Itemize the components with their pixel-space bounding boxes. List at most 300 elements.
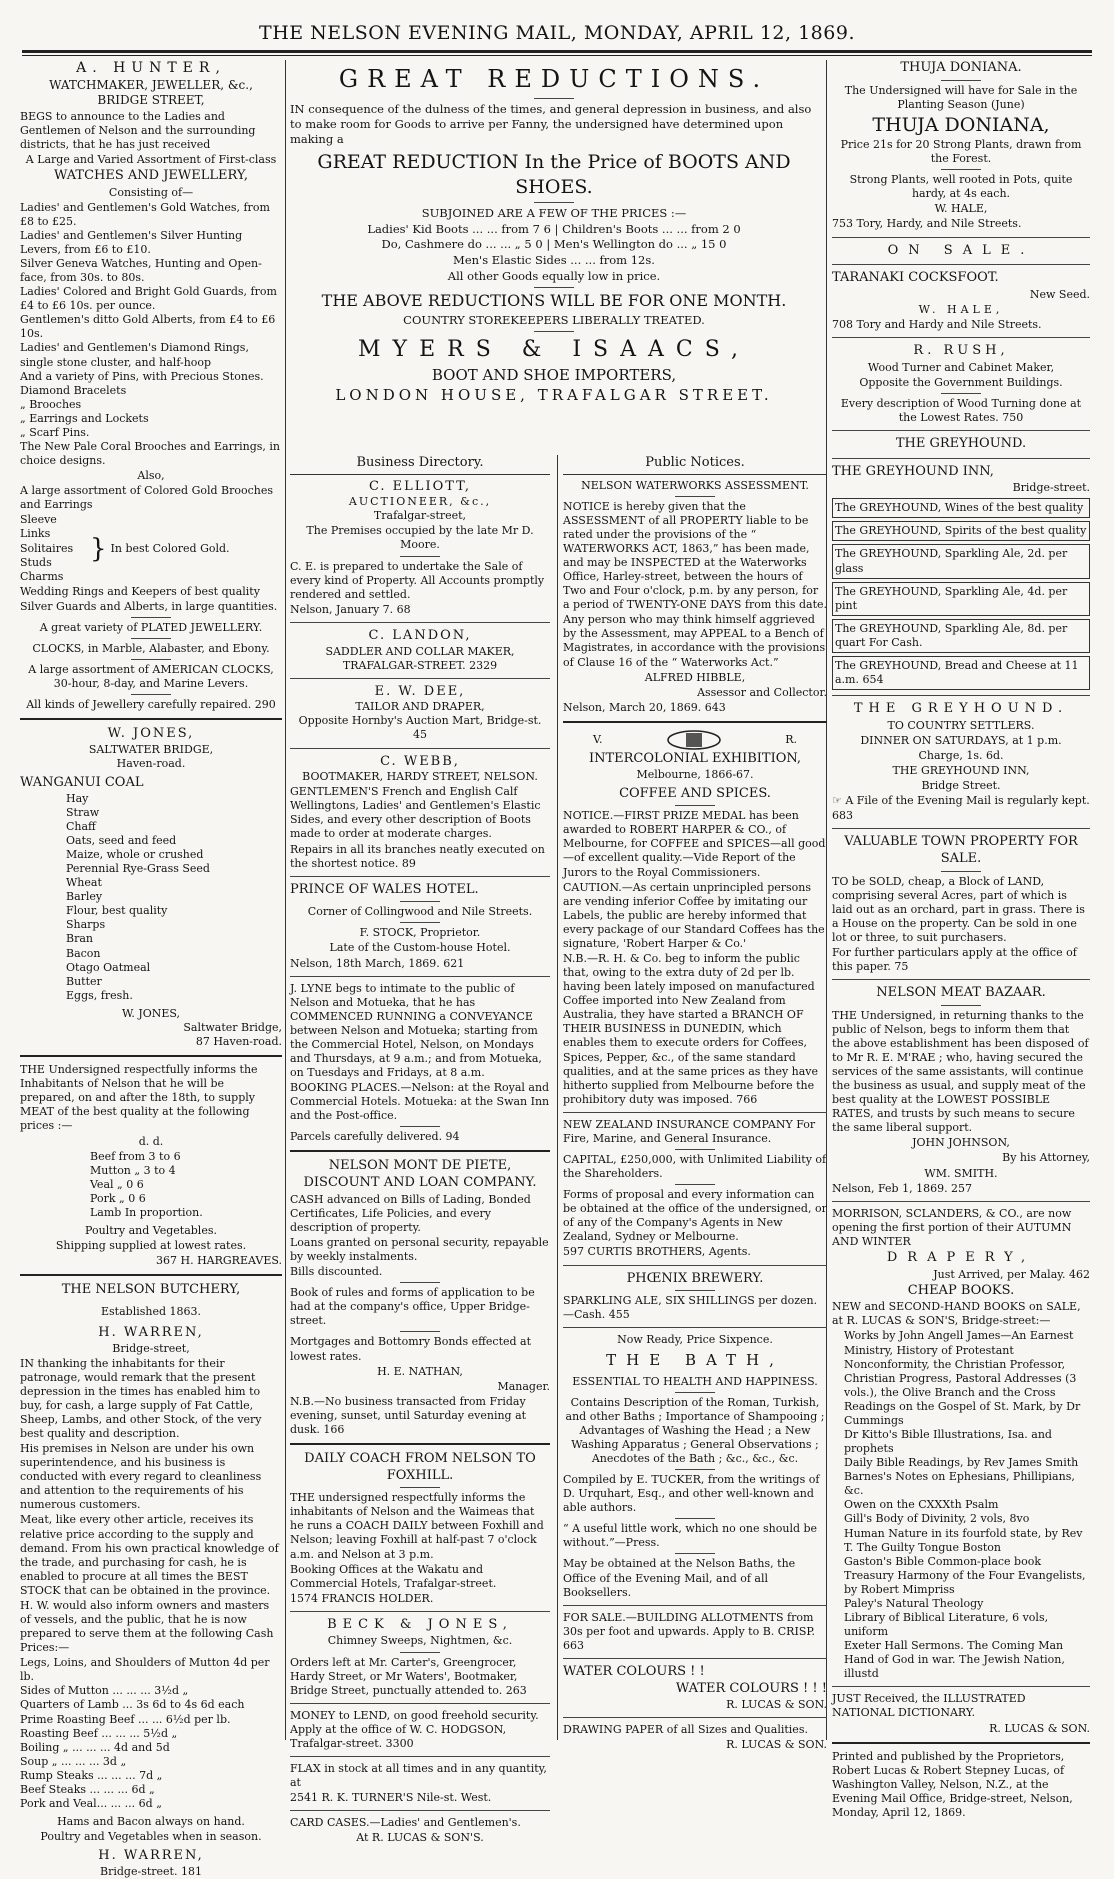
greyhound-2-dinner: DINNER ON SATURDAYS, at 1 p.m. [860, 733, 1062, 747]
money-to-lend: MONEY to LEND, on good freehold security. Apply at the office of W. C. HODGSON, Trafalgar-street. 3300 [290, 1708, 539, 1750]
greyhound-inn: THE GREYHOUND INN, [832, 463, 994, 479]
list-item: Oats, seed and feed [66, 833, 177, 847]
jones-signature-place: Saltwater Bridge, [183, 1020, 282, 1034]
list-item: Ladies' and Gentlemen's Gold Watches, from £8 to £25. [20, 200, 270, 228]
hale-signature: W. HALE, [918, 302, 1004, 316]
webb-name: C. WEBB, [380, 753, 460, 769]
banner-firm: MYERS & ISAACS, [358, 336, 750, 362]
list-item: Hay [66, 791, 89, 805]
coffee-text: NOTICE.—FIRST PRIZE MEDAL has been awarded to ROBERT HARPER & CO., of Melbourne, for COFFEE and SPICES—all good—of excellent quality.—Vide Report of the Jurors to the Royal Commissioners. [563, 809, 826, 879]
elliott-trade: AUCTIONEER, &c., [348, 495, 492, 509]
hunter-name: A. HUNTER, [76, 60, 226, 76]
hargreaves-prices [20, 1150, 282, 1220]
prince-of-wales-title: PRINCE OF WALES HOTEL. [290, 881, 479, 897]
short-rule [131, 638, 171, 639]
list-item: The GREYHOUND, Wines of the best quality [832, 498, 1090, 518]
water-colours-signature: R. LUCAS & SON. [726, 1698, 827, 1712]
ad-separator [563, 1327, 827, 1328]
ad-separator [832, 264, 1090, 265]
ad-separator [832, 828, 1090, 829]
bath-sub: ESSENTIAL TO HEALTH AND HAPPINESS. [572, 1374, 818, 1388]
butchery-hams: Hams and Bacon always on hand. [57, 1815, 245, 1829]
bath-title: THE BATH, [606, 1351, 784, 1370]
coffee-nb: N.B.—R. H. & Co. beg to inform the public that, owing to the extra duty of 2d per lb. having been lately imposed on manufactured Coffee imported into New Zealand from Australia, they have started a BRANCH OF THEIR BUSINESS in DUNEDIN, which enables them to execute orders for Coffees, Spices, Pepper, &c., of the same standard qualities, and at the same prices as they have hitherto supplied from Melbourne before the prohibitory duty was imposed. 766 [563, 951, 819, 1106]
waterworks-text: NOTICE is hereby given that the ASSESSMENT of all PROPERTY liable to be rated under the provisions of the “ WATERWORKS ACT, 1863,” has been made, and may be INSPECTED at the Waterworks Office, Harley-street, between the hours of Two and Four o'clock, p.m. by any person, for a period of TWENTY-ONE DAYS from this date. [563, 499, 827, 612]
price-row: Soup „ ... ... ... 3d „ [20, 1754, 127, 1768]
hunter-items-list [20, 201, 282, 468]
mont-de-piete-loans: Loans granted on personal security, repayable by weekly instalments. [290, 1235, 549, 1264]
morrison-arrived: Just Arrived, per Malay. 462 [933, 1267, 1090, 1281]
elliott-signature: Nelson, January 7. 68 [290, 602, 411, 616]
card-cases-text: CARD CASES.—Ladies' and Gentlemen's. [290, 1816, 521, 1830]
rush-text: Every description of Wood Turning done at the Lowest Rates. 750 [840, 396, 1082, 424]
short-rule [675, 1149, 715, 1150]
hunter-american: A large assortment of AMERICAN CLOCKS, 30-hour, 8-day, and Marine Levers. [28, 663, 274, 691]
brace-glyph: } [90, 533, 107, 564]
short-rule [675, 1518, 715, 1519]
short-rule [131, 694, 171, 695]
short-rule [534, 202, 574, 203]
town-property-more: For further particulars apply at the office of this paper. 75 [832, 945, 1077, 973]
lyne-parcels: Parcels carefully delivered. 94 [290, 1130, 460, 1144]
hunter-assortment: A Large and Varied Assortment of First-class [25, 152, 277, 166]
masthead-rule-thin [22, 55, 1092, 56]
meat-bazaar-date: Nelson, Feb 1, 1869. 257 [832, 1181, 973, 1195]
list-item: Otago Oatmeal [66, 960, 151, 974]
short-rule [131, 659, 171, 660]
butchery-para-4: H. W. would also inform owners and masters of vessels, and the public, that he is now prepared to serve them at the following Cash Prices:— [20, 1598, 274, 1655]
ad-separator [832, 237, 1090, 238]
royal-arms-row [563, 729, 827, 751]
list-item: Owen on the CXXXth Psalm [844, 1498, 999, 1512]
butchery-street: Bridge-street, [112, 1341, 190, 1355]
price-row: Roasting Beef ... ... ... 5½d „ [20, 1726, 178, 1740]
banner-price-rows [290, 222, 818, 252]
thuja-signature: W. HALE, [934, 202, 988, 216]
column-4 [832, 60, 1090, 1821]
dee-trade: TAILOR AND DRAPER, [355, 700, 485, 714]
hunter-gold-label: In best Colored Gold. [110, 541, 230, 555]
coffee-caution: CAUTION.—As certain unprincipled persons are vending inferior Coffee by imitating our Labels, the public are hereby informed that every package of our Standard Coffees has the signature, 'Robert Harper & Co.' [563, 880, 825, 950]
mont-de-piete-text: CASH advanced on Bills of Lading, Bonded Certificates, Life Policies, and every description of property. [290, 1192, 531, 1234]
list-item: Gill's Body of Divinity, 2 vols, 8vo [844, 1512, 1030, 1526]
ad-separator [290, 1150, 550, 1152]
cheap-books-intro: NEW and SECOND-HAND BOOKS on SALE, at R. LUCAS & SON'S, Bridge-street:— [832, 1300, 1081, 1328]
jones-place: SALTWATER BRIDGE, [88, 742, 214, 756]
list-item: Butter [66, 974, 102, 988]
ad-separator [563, 1112, 827, 1113]
elliott-premises: The Premises occupied by the late Mr D. Moore. [306, 524, 534, 552]
flax-signature: 2541 R. K. TURNER'S Nile-st. West. [290, 1791, 492, 1805]
ad-separator [563, 721, 827, 723]
thuja-signature-address: 753 Tory, Hardy, and Nile Streets. [832, 217, 1022, 231]
short-rule [675, 1290, 715, 1291]
pointing-hand-icon: ☞ [832, 794, 846, 808]
ad-separator [20, 1274, 282, 1276]
ad-separator [563, 1605, 827, 1606]
column-2 [290, 455, 550, 1846]
on-sale: ON SALE. [887, 242, 1035, 258]
list-item: Works by John Angell James—An Earnest Ministry, History of Protestant Nonconformity, the Christian Professor, Christian Progress, Pastoral Addresses (3 vols.), the Olive Branch and the Cross [844, 1329, 1077, 1399]
column-3 [563, 455, 827, 1753]
price-row: Pork „ 0 6 [90, 1191, 146, 1205]
hargreaves-signature: 367 H. HARGREAVES. [155, 1254, 282, 1268]
jones-items-list [20, 792, 282, 1003]
ad-separator [290, 678, 550, 679]
greyhound-2-charge: Charge, 1s. 6d. [918, 748, 1004, 762]
short-rule [675, 1392, 715, 1393]
dictionary-signature: R. LUCAS & SON. [989, 1721, 1090, 1735]
banner-importers: BOOT AND SHOE IMPORTERS, [431, 366, 677, 385]
hunter-trade: WATCHMAKER, JEWELLER, &c., [49, 77, 253, 92]
list-item: Maize, whole or crushed [66, 848, 204, 862]
waterworks-signature: ALFRED HIBBLE, [644, 670, 746, 684]
price-row: Do, Cashmere do ... ... „ 5 0 | Men's Wellington do ... „ 15 0 [381, 237, 727, 252]
list-item: Diamond Bracelets [20, 383, 127, 397]
hunter-gold-items [20, 513, 90, 583]
dee-address: Opposite Hornby's Auction Mart, Bridge-st. 45 [298, 714, 542, 742]
imprint: Printed and published by the Proprietors, Robert Lucas & Robert Stepney Lucas, of Washington Valley, Nelson, N.Z., at the Evening Mail Office, Bridge-street, Nelson, Monday, April 12, 1869. [832, 1749, 1073, 1819]
dictionary-text: JUST Received, the ILLUSTRATED NATIONAL DICTIONARY. [832, 1692, 1026, 1720]
coach-text: THE undersigned respectfully informs the inhabitants of Nelson and the Waimeas that he runs a COACH DAILY between Foxhill and Nelson; leaving Foxhill at half-past 7 o'clock a.m. and Nelson at 3 p.m. [290, 1491, 544, 1561]
greyhound-2-file-text: A File of the Evening Mail is regularly kept. [845, 794, 1090, 808]
short-rule [400, 901, 440, 902]
thuja-price: Price 21s for 20 Strong Plants, drawn from the Forest. [840, 138, 1082, 166]
meat-bazaar-smith: WM. SMITH. [924, 1166, 998, 1180]
butchery-poultry: Poultry and Vegetables when in season. [40, 1830, 262, 1844]
short-rule [400, 1487, 440, 1488]
list-item: Readings on the Gospel of St. Mark, by Dr Cummings [844, 1399, 1081, 1427]
waterworks-title: NELSON WATERWORKS ASSESSMENT. [581, 478, 809, 492]
ad-separator [290, 1810, 550, 1811]
ad-separator [290, 622, 550, 623]
greyhound-2-number: 683 [832, 809, 853, 823]
jones-coal: WANGANUI COAL [20, 775, 144, 791]
coach-title: DAILY COACH FROM NELSON TO FOXHILL. [304, 1450, 536, 1483]
ad-separator [563, 1717, 827, 1718]
hargreaves-intro: THE Undersigned respectfully informs the Inhabitants of Nelson that he will be prepared, on and after the 18th, to supply MEAT of the best quality at the following prices :— [20, 1063, 258, 1133]
short-rule [534, 331, 574, 332]
thuja-plants: Strong Plants, well rooted in Pots, quite hardy, at 4s each. [849, 173, 1073, 201]
list-item: The GREYHOUND, Sparkling Ale, 8d. per quart For Cash. [832, 619, 1090, 653]
rush-trade: Wood Turner and Cabinet Maker, [867, 360, 1055, 374]
hunter-gold-group [20, 513, 282, 583]
prince-of-wales-corner: Corner of Collingwood and Nile Streets. [307, 905, 533, 919]
mont-de-piete-nb: N.B.—No business transacted from Friday evening, sunset, until Saturday evening at dusk. 166 [290, 1394, 527, 1436]
ad-separator [832, 1201, 1090, 1202]
ad-separator [832, 430, 1090, 431]
town-property-title: VALUABLE TOWN PROPERTY FOR SALE. [844, 834, 1078, 866]
bath-contents: Contains Description of the Roman, Turkish, and other Baths ; Importance of Shampooing ; Advantages of Washing the Head ; a New Washing Apparatus ; General Observations ; Anecdotes of the Bath ; &c., &c., &c. [565, 1395, 825, 1465]
ad-separator [290, 1756, 550, 1757]
short-rule [675, 805, 715, 806]
list-item: Daily Bible Readings, by Rev James Smith [844, 1456, 1079, 1470]
list-item: Ladies' and Gentlemen's Diamond Rings, single stone cluster, and half-hoop [20, 341, 249, 369]
mont-de-piete-manager: H. E. NATHAN, [377, 1364, 463, 1378]
public-notices-header: Public Notices. [563, 455, 827, 475]
price-row: Boiling „ ... ... ... 4d and 5d [20, 1740, 170, 1754]
hunter-clocks: CLOCKS, in Marble, Alabaster, and Ebony. [32, 641, 270, 655]
waterworks-appeal: Any person who may think himself aggrieved by the Assessment, may APPEAL to a Bench of Magistrates, in accordance with the provisions of Clause 16 of the “ Waterworks Act.” [563, 613, 826, 669]
masthead: THE NELSON EVENING MAIL, MONDAY, APRIL 12, 1869. [259, 22, 855, 44]
meat-bazaar-signature: JOHN JOHNSON, [912, 1136, 1010, 1150]
meat-bazaar-title: NELSON MEAT BAZAAR. [876, 985, 1046, 1001]
banner-title: GREAT REDUCTIONS. [338, 65, 770, 93]
list-item: Dr Kitto's Bible Illustrations, Isa. and prophets [844, 1427, 1052, 1456]
list-item: The GREYHOUND, Spirits of the best quality [832, 521, 1090, 541]
butchery-signature: H. WARREN, [98, 1848, 204, 1864]
water-colours-title: WATER COLOURS ! ! [563, 1663, 705, 1679]
short-rule [400, 922, 440, 923]
price-row: Sides of Mutton ... ... ... 3½d „ [20, 1684, 189, 1698]
ad-separator [563, 1658, 827, 1659]
list-item: Bran [66, 932, 93, 946]
hunter-plated: A great variety of PLATED JEWELLERY. [39, 620, 263, 634]
butchery-prices [20, 1656, 282, 1811]
short-rule [400, 1282, 440, 1283]
ad-separator [20, 718, 282, 720]
landon-trade: SADDLER AND COLLAR MAKER, [325, 644, 515, 658]
short-rule [675, 496, 715, 497]
lyne-booking: BOOKING PLACES.—Nelson: at the Royal and Commercial Hotels. Motueka: at the Swan Inn and the Post-office. [290, 1081, 550, 1123]
prince-of-wales-proprietor: F. STOCK, Proprietor. [359, 926, 481, 940]
mont-de-piete-bills: Bills discounted. [290, 1265, 383, 1279]
bath-obtain: May be obtained at the Nelson Baths, the Office of the Evening Mail, and of all Booksellers. [563, 1557, 796, 1599]
list-item: Bacon [66, 946, 101, 960]
ad-separator [832, 337, 1090, 338]
mont-de-piete-mortgage: Mortgages and Bottomry Bonds effected at lowest rates. [290, 1335, 532, 1363]
hunter-intro: BEGS to announce to the Ladies and Gentlemen of Nelson and the surrounding districts, that he has just received [20, 109, 256, 151]
morrison-text: MORRISON, SCLANDERS, & CO., are now opening the first portion of their AUTUMN AND WINTER [832, 1206, 1072, 1248]
list-item: The GREYHOUND, Sparkling Ale, 4d. per pint [832, 582, 1090, 616]
flax-text: FLAX in stock at all times and in any quantity, at [290, 1762, 547, 1790]
coach-signature: 1574 FRANCIS HOLDER. [290, 1591, 434, 1605]
price-row: Pork and Veal... ... ... 6d „ [20, 1797, 162, 1811]
list-item: Library of Biblical Literature, 6 vols, uniform [844, 1610, 1049, 1639]
butchery-para-3: Meat, like every other article, receives its relative price according to the supply and demand. From his own practical knowledge of the trade, and purchasing for cash, he is enabled to procure at all times the BEST STOCK that can be obtained in the province. [20, 1513, 279, 1597]
vr-left: V. [593, 732, 603, 746]
ad-separator [20, 1055, 282, 1057]
list-item: Exeter Hall Sermons. The Coming Man [844, 1639, 1064, 1653]
list-item: Barnes's Notes on Ephesians, Phillipians, &c. [844, 1470, 1075, 1498]
short-rule [941, 169, 981, 170]
business-directory-header: Business Directory. [290, 455, 550, 475]
list-item: Chaff [66, 819, 96, 833]
lyne-text: J. LYNE begs to intimate to the public of Nelson and Motueka, that he has COMMENCED RUNNING a CONVEYANCE between Nelson and Motueka; starting from the Commercial Hotel, Nelson, on Mondays and Thursdays, at 9 a.m.; and from Motueka, on Tuesdays and Fridays, at 8 a.m. [290, 981, 542, 1080]
list-item: And a variety of Pins, with Precious Stones. [20, 369, 264, 383]
waterworks-signature-title: Assessor and Collector. [697, 685, 827, 699]
ad-separator [832, 695, 1090, 696]
ad-separator [832, 458, 1090, 459]
beck-jones-text: Orders left at Mr. Carter's, Greengrocer, Hardy Street, or Mr Waters', Bootmaker, Bridge Street, punctually attended to. 263 [290, 1655, 527, 1697]
column-divider [557, 455, 558, 1740]
jones-name: W. JONES, [107, 726, 195, 742]
banner-headline: GREAT REDUCTION In the Price of BOOTS AND SHOES. [317, 151, 791, 198]
mont-de-piete-manager-title: Manager. [497, 1379, 550, 1393]
greyhound-2-file [832, 794, 1090, 808]
jones-signature-road: 87 Haven-road. [195, 1035, 282, 1049]
short-rule [941, 80, 981, 81]
building-allotments: FOR SALE.—BUILDING ALLOTMENTS from 30s per foot and upwards. Apply to B. CRISP. 663 [563, 1610, 816, 1652]
list-item: The GREYHOUND, Sparkling Ale, 2d. per glass [832, 544, 1090, 578]
short-rule [131, 617, 171, 618]
hunter-street: BRIDGE STREET, [97, 93, 205, 108]
greyhound-street: Bridge-street. [1012, 481, 1090, 495]
ad-separator [563, 1265, 827, 1266]
banner-other: All other Goods equally low in price. [447, 269, 661, 284]
greyhound-2-title: THE GREYHOUND. [853, 701, 1069, 717]
rush-name: R. RUSH, [913, 343, 1009, 359]
taranaki-seed: New Seed. [1029, 287, 1090, 301]
prince-of-wales-signature: Nelson, 18th March, 1869. 621 [290, 956, 465, 970]
list-item: Silver Geneva Watches, Hunting and Open-face, from 30s. to 80s. [20, 256, 262, 285]
column-divider [285, 60, 286, 1740]
list-item: Solitaires [20, 541, 74, 555]
jones-signature: W. JONES, [121, 1006, 181, 1020]
list-item: Gentlemen's ditto Gold Alberts, from £4 to £6 10s. [20, 313, 276, 341]
list-item: Ladies' and Gentlemen's Silver Hunting Levers, from £6 to £10. [20, 228, 243, 256]
ad-separator [290, 876, 550, 877]
butchery-para-2: His premises in Nelson are under his own superintendence, and his business is conducted with every regard to cleanliness and attention to the requirements of his numerous customers. [20, 1442, 262, 1512]
banner-sub: SUBJOINED ARE A FEW OF THE PRICES :— [421, 206, 687, 221]
thuja-header: THUJA DONIANA. [900, 60, 1022, 75]
coffee-title: COFFEE AND SPICES. [619, 785, 771, 801]
elliott-text: C. E. is prepared to undertake the Sale of every kind of Property. All Accounts promptly rendered and settled. [290, 559, 545, 601]
webb-text: GENTLEMEN'S French and English Calf Wellingtons, Ladies' and Gentlemen's Elastic Sides, and every other description of Boots made to order at moderate charges. [290, 785, 541, 841]
list-item: Charms [20, 569, 64, 583]
banner-month: THE ABOVE REDUCTIONS WILL BE FOR ONE MONTH. [321, 291, 787, 311]
butchery-established: Established 1863. [101, 1304, 201, 1318]
thuja-big: THUJA DONIANA, [872, 113, 1050, 136]
short-rule [534, 287, 574, 288]
drawing-paper-text: DRAWING PAPER of all Sizes and Qualities. [563, 1723, 808, 1737]
price-row: Veal „ 0 6 [90, 1177, 144, 1191]
taranaki-cocksfoot: TARANAKI COCKSFOOT. [832, 270, 999, 286]
short-rule [675, 1184, 715, 1185]
price-row: Rump Steaks ... ... ... 7d „ [20, 1768, 163, 1782]
nzi-title: NEW ZEALAND INSURANCE COMPANY For Fire, Marine, and General Insurance. [563, 1117, 816, 1145]
greyhound-header: THE GREYHOUND. [895, 435, 1027, 451]
list-item: The GREYHOUND, Bread and Cheese at 11 a.m. 654 [832, 656, 1090, 690]
butchery-title: THE NELSON BUTCHERY, [61, 1282, 241, 1298]
short-rule [941, 393, 981, 394]
list-item: Perennial Rye-Grass Seed [66, 862, 210, 876]
list-item: „ Earrings and Lockets [20, 411, 149, 425]
card-cases-signature: At R. LUCAS & SON'S. [356, 1831, 484, 1845]
meat-bazaar-text: THE Undersigned, in returning thanks to the public of Nelson, begs to inform them that the above establishment has been disposed of to Mr R. E. M'RAE ; who, having secured the services of the same assistants, will continue the business as usual, and supply meat of the best quality at the LOWEST POSSIBLE RATES, and trusts by such means to secure the same liberal support. [832, 1008, 1089, 1135]
list-item: Hand of God in war. The Jewish Nation, illustd [844, 1653, 1065, 1681]
webb-trade: BOOTMAKER, HARDY STREET, NELSON. [302, 770, 538, 784]
list-item: Ladies' Colored and Bright Gold Guards, from £4 to £6 10s. per ounce. [20, 285, 277, 313]
prince-of-wales-late: Late of the Custom-house Hotel. [329, 941, 511, 955]
price-row: Prime Roasting Beef ... ... 6½d per lb. [20, 1712, 231, 1726]
hunter-repair: All kinds of Jewellery carefully repaired. 290 [26, 698, 276, 712]
morrison-drapery: DRAPERY, [886, 1249, 1036, 1265]
short-rule [941, 1005, 981, 1006]
hunter-also: Also, [137, 469, 165, 483]
phoenix-text: SPARKLING ALE, SIX SHILLINGS per dozen.—Cash. 455 [563, 1294, 818, 1322]
ad-separator [832, 1686, 1090, 1687]
short-rule [400, 556, 440, 557]
list-item: Flour, best quality [66, 904, 168, 918]
list-item: Straw [66, 805, 100, 819]
mont-de-piete-book: Book of rules and forms of application to be had at the company's office, Upper Bridge-street. [290, 1286, 535, 1328]
greyhound-2-to: TO COUNTRY SETTLERS. [887, 718, 1035, 732]
ad-separator [290, 1703, 550, 1704]
hunter-colored: A large assortment of Colored Gold Brooches and Earrings [20, 484, 274, 512]
list-item: Eggs, fresh. [66, 988, 133, 1002]
meat-bazaar-attorney: By his Attorney, [1002, 1151, 1090, 1165]
list-item: Paley's Natural Theology [844, 1596, 984, 1610]
elliott-name: C. ELLIOTT, [368, 478, 472, 494]
nzi-capital: CAPITAL, £250,000, with Unlimited Liability of the Shareholders. [563, 1153, 827, 1181]
ad-separator [832, 1742, 1090, 1744]
greyhound-2-inn: THE GREYHOUND INN, [892, 763, 1030, 777]
list-item: Gaston's Bible Common-place book [844, 1554, 1042, 1568]
cheap-books-list [832, 1329, 1090, 1681]
ad-separator [290, 1611, 550, 1612]
column-1 [20, 60, 282, 1879]
great-reductions-ad [290, 60, 818, 405]
hunter-consisting: Consisting of— [108, 185, 194, 199]
hargreaves-price-head: d. d. [138, 1134, 164, 1148]
price-row: Beef Steaks ... ... ... 6d „ [20, 1782, 155, 1796]
short-rule [400, 1126, 440, 1127]
greyhound-2-street: Bridge Street. [921, 779, 1001, 793]
hunter-silver: Silver Guards and Alberts, in large quantities. [20, 599, 278, 613]
webb-repair: Repairs in all its branches neatly executed on the shortest notice. 89 [290, 842, 545, 870]
list-item: Barley [66, 890, 103, 904]
ad-separator [290, 748, 550, 749]
ad-separator [290, 976, 550, 977]
phoenix-title: PHŒNIX BREWERY. [626, 1270, 764, 1286]
ad-separator [290, 1443, 550, 1445]
short-rule [941, 871, 981, 872]
beck-jones-trade: Chimney Sweeps, Nightmen, &c. [327, 1634, 513, 1648]
banner-address: LONDON HOUSE, TRAFALGAR STREET. [335, 385, 773, 404]
list-item: „ Scarf Pins. [20, 425, 90, 439]
price-row: Quarters of Lamb ... 3s 6d to 4s 6d each [20, 1698, 245, 1712]
landon-street: TRAFALGAR-STREET. 2329 [342, 658, 498, 672]
butchery-signature-street: Bridge-street. 181 [100, 1864, 202, 1878]
thuja-intro: The Undersigned will have for Sale in the Planting Season (June) [844, 83, 1078, 111]
royal-arms-icon [664, 729, 724, 751]
hargreaves-shipping: Shipping supplied at lowest rates. [55, 1239, 247, 1253]
elliott-street: Trafalgar-street, [373, 509, 467, 523]
short-rule [675, 1469, 715, 1470]
list-item: Sleeve Links [20, 513, 57, 541]
jones-road: Haven-road. [116, 757, 186, 770]
bath-compiled: Compiled by E. TUCKER, from the writings of D. Urquhart, Esq., and other well-known and able authors. [563, 1473, 820, 1515]
list-item: Studs [20, 555, 52, 569]
beck-jones-name: BECK & JONES, [327, 1616, 513, 1632]
rush-address: Opposite the Government Buildings. [859, 375, 1063, 389]
butchery-para-1: IN thanking the inhabitants for their patronage, would remark that the present depression in the times has enabled him to buy, for cash, a large supply of Fat Cattle, Sheep, Lambs, and other Stock, of the very best quality and description. [20, 1356, 262, 1440]
list-item: Wheat [66, 876, 102, 890]
list-item: Sharps [66, 918, 106, 932]
dee-name: E. W. DEE, [374, 683, 466, 699]
price-row: Lamb In proportion. [90, 1205, 203, 1219]
drawing-paper-signature: R. LUCAS & SON. [726, 1738, 827, 1752]
bath-quote: “ A useful little work, which no one should be without.”—Press. [563, 1522, 818, 1550]
landon-name: C. LANDON, [368, 627, 472, 643]
butchery-name: H. WARREN, [98, 1324, 204, 1340]
greyhound-items [832, 498, 1090, 690]
short-rule [534, 98, 574, 99]
ad-separator [832, 979, 1090, 980]
price-row: Legs, Loins, and Shoulders of Mutton 4d per lb. [20, 1656, 270, 1684]
hargreaves-poultry: Poultry and Vegetables. [85, 1223, 217, 1237]
